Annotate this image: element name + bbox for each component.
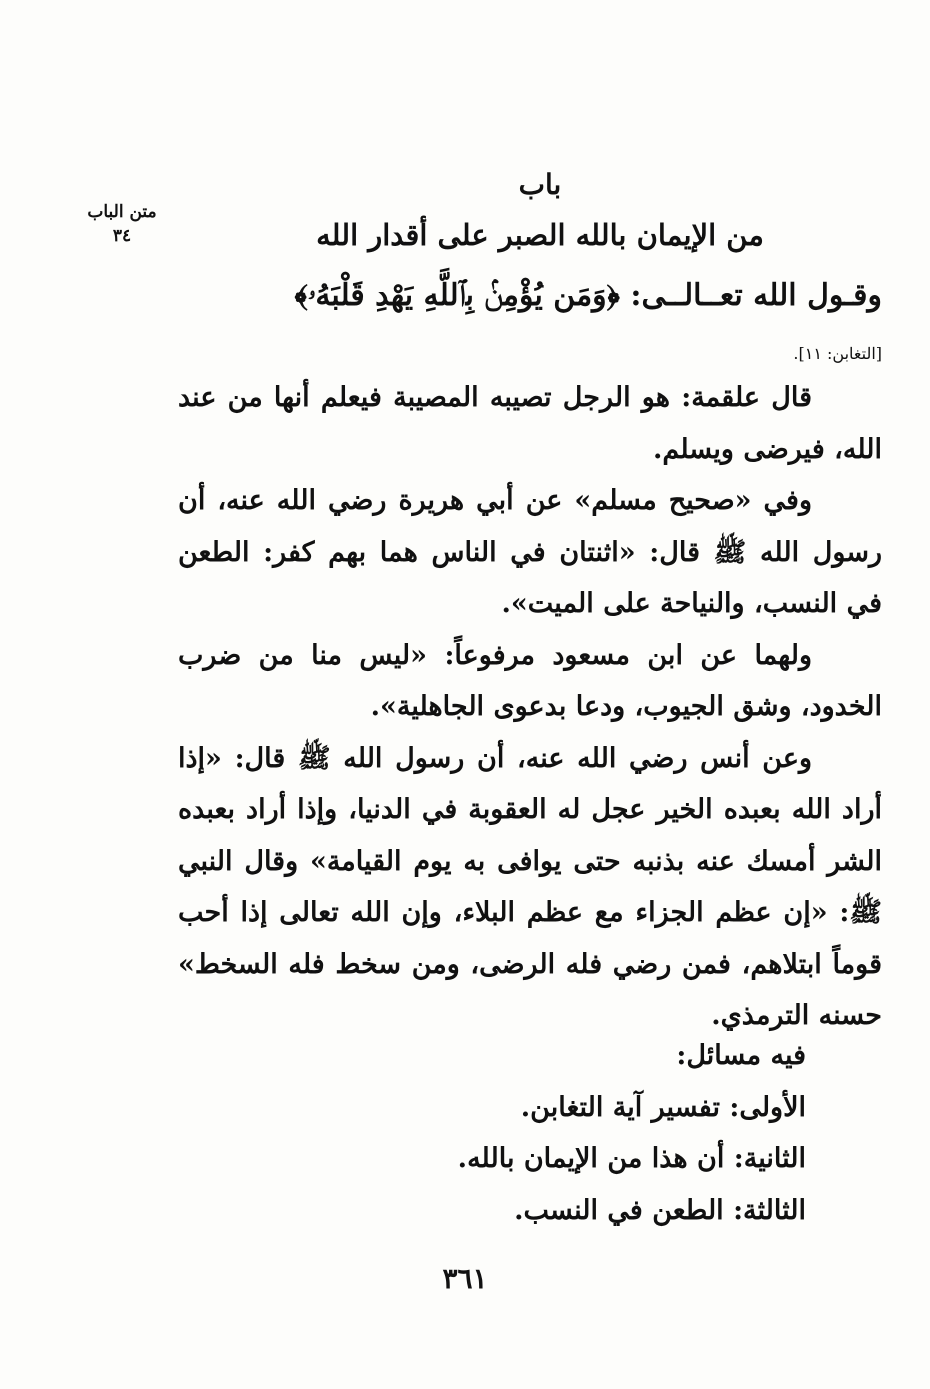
- issue-item-first: الأولى: تفسير آية التغابن.: [520, 1091, 806, 1123]
- paragraph-ibn-masud-hadith: ولهما عن ابن مسعود مرفوعاً: «ليس منا من ضرب الخدود، وشق الجيوب، ودعا بدعوى الجاهلية».: [178, 639, 882, 722]
- paragraph-anas-hadith: وعن أنس رضي الله عنه، أن رسول الله ﷺ قال: «إذا أراد الله بعبده الخير عجل له العقوبة في الدنيا، وإذا أراد بعبده الشر أمسك عنه بذنبه حتى يوافى به يوم القيامة» وقال النبي ﷺ: «إن عظم الجزاء مع عظم البلاء، وإن الله تعالى إذا أحب قوماً ابتلاهم، فمن رضي فله الرضى، ومن سخط فله السخط» حسنه الترمذي.: [178, 742, 882, 1031]
- page-number: ٣٦١: [442, 1262, 488, 1295]
- body-text: [178, 372, 882, 1042]
- issues-list: [178, 1030, 882, 1236]
- verse-reference: [التغابن: ١١].: [793, 344, 882, 363]
- margin-note-number: ٣٤: [112, 226, 132, 246]
- paragraph-alqama: قال علقمة: هو الرجل تصيبه المصيبة فيعلم أنها من عند الله، فيرضى ويسلم.: [178, 382, 882, 465]
- margin-note-title: متن الباب: [87, 202, 157, 222]
- issues-heading: فيه مسائل:: [676, 1040, 806, 1071]
- paragraph-muslim-hadith: وفي «صحيح مسلم» عن أبي هريرة رضي الله عنه، أن رسول الله ﷺ قال: «اثنتان في الناس هما بهم كفر: الطعن في النسب، والنياحة على الميت».: [178, 485, 882, 619]
- quran-verse-line: وقـول الله تعــالــى: ﴿وَمَن يُؤْمِنۢ بِٱللَّهِ يَهْدِ قَلْبَهُۥ﴾: [294, 278, 882, 313]
- chapter-title: من الإيمان بالله الصبر على أقدار الله: [316, 218, 764, 252]
- issue-item-second: الثانية: أن هذا من الإيمان بالله.: [457, 1143, 806, 1174]
- issue-item-third: الثالثة: الطعن في النسب.: [514, 1194, 806, 1226]
- chapter-label: باب: [518, 168, 562, 201]
